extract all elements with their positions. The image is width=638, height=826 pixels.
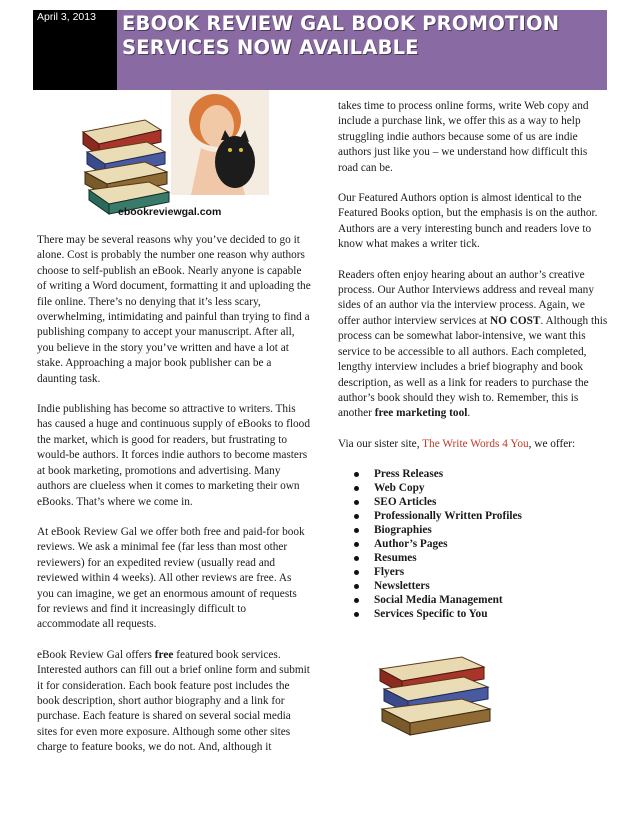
left-column: [37, 233, 311, 771]
paragraph: takes time to process online forms, write Web copy and include a purchase link, we offer this as a way to help struggling indie authors because some of us are indie authors just like you – we understand how difficult this road can be.: [338, 100, 589, 174]
logo-caption: ebookreviewgal.com: [118, 206, 222, 218]
list-item: Resumes: [374, 551, 608, 565]
logo: [75, 90, 275, 220]
book-stack-illustration: [372, 655, 512, 745]
book-stack-icon: [83, 120, 169, 214]
page-title: EBOOK REVIEW GAL BOOK PROMOTION SERVICES NOW AVAILABLE: [122, 12, 560, 59]
list-item: Author’s Pages: [374, 537, 608, 551]
sister-site-link[interactable]: The Write Words 4 You: [422, 437, 529, 450]
list-item: Services Specific to You: [374, 607, 608, 621]
paragraph: At eBook Review Gal we offer both free and paid-for book reviews. We ask a minimal fee (far less than most other reviewers) for an expedited review (usually read and reviewed within 4 weeks). All other reviews are free. As you can imagine, we get an enormous amount of requests for reviews and find it increasingly difficult to accommodate all requests.: [37, 525, 305, 631]
list-item: Press Releases: [374, 467, 608, 481]
paragraph: There may be several reasons why you’ve decided to go it alone. Cost is probably the number one reason why authors choose to self-publish an eBook. Nearly anyone is capable of writing a Word document, formatting it and uploading the file online. There’s no denying that it’s less scary, overwhelming, intimidating and painful than trying to find a publishing company to accept your manuscript. After all, you believe in the story you’ve written and have a lot at stake. Approaching a major book publisher can be a daunting task.: [37, 234, 311, 385]
list-item: SEO Articles: [374, 495, 608, 509]
title-band: [117, 10, 610, 90]
list-item: Flyers: [374, 565, 608, 579]
date-box: [33, 10, 117, 90]
paragraph: Readers often enjoy hearing about an author’s creative process. Our Author Interviews address and reveal many sides of an author via the interview process. Again, we offer author interview services at NO COST. Although this process can be somewhat labor-intensive, we want this service to be accessible to all authors. Each completed, lengthy interview includes a brief biography and book description, as well as a link for readers to purchase the author’s book should they wish to. Remember, this is another free marketing tool.: [338, 268, 608, 420]
paragraph: eBook Review Gal offers free featured book services. Interested authors can fill out a brief online form and submit it for consideration. Each book feature post includes the book description, short author biography and a link for purchase. Each feature is shared on several social media sites for even more exposure. Although some other sites charge to feature books, we do not. And, although it: [37, 648, 310, 754]
list-item: Newsletters: [374, 579, 608, 593]
list-item: Social Media Management: [374, 593, 608, 607]
lady-with-cat-icon: [171, 90, 269, 195]
list-item: Biographies: [374, 523, 608, 537]
list-item: Professionally Written Profiles: [374, 509, 608, 523]
paragraph: Via our sister site, The Write Words 4 You, we offer:: [338, 437, 576, 450]
paragraph: Our Featured Authors option is almost identical to the Featured Books option, but the emphasis is on the author. Authors are a very interesting bunch and readers love to know what makes a writer tick.: [338, 192, 598, 251]
post-date: April 3, 2013: [37, 11, 96, 23]
book-stack-icon: [372, 655, 512, 745]
paragraph: Indie publishing has become so attractive to writers. This has caused a huge and continuous supply of eBooks to flood the market, which is good for readers, but frustrating to would-be authors. It forces indie authors to become masters at book marketing, promotions and advertising. Many authors are clueless when it comes to marketing their own eBooks. That’s where we come in.: [37, 403, 310, 508]
books-and-lady-logo-icon: [75, 90, 275, 220]
right-column: [338, 99, 608, 621]
services-list: [338, 467, 608, 621]
list-item: Web Copy: [374, 481, 608, 495]
